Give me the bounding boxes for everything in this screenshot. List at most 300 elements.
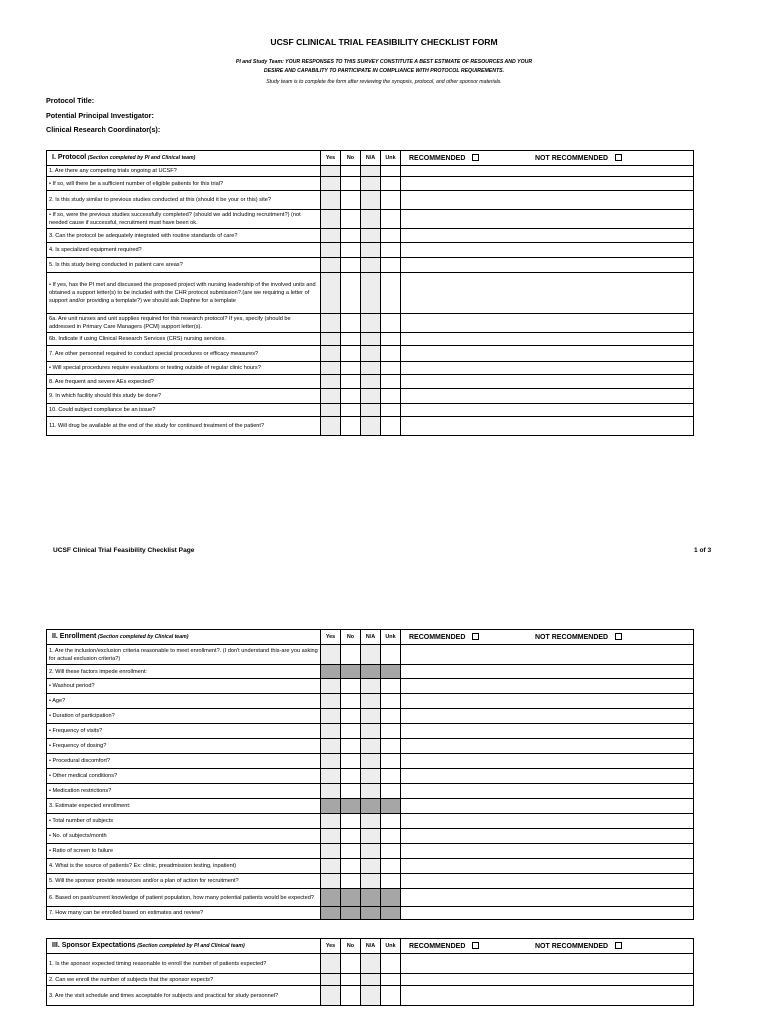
- question-row: [47, 739, 694, 754]
- not-recommended-checkbox[interactable]: [615, 154, 622, 161]
- comment-cell[interactable]: [401, 694, 694, 709]
- answer-yes-cell[interactable]: [321, 799, 341, 814]
- answer-no-cell[interactable]: [341, 709, 361, 724]
- answer-no-cell[interactable]: [341, 874, 361, 889]
- answer-no-cell[interactable]: [341, 829, 361, 844]
- question-row: [47, 417, 694, 436]
- answer-na-cell[interactable]: [361, 645, 381, 665]
- col-unk: Unk: [381, 939, 401, 954]
- answer-yes-cell[interactable]: [321, 177, 341, 191]
- answer-unk-cell[interactable]: [381, 375, 401, 389]
- intro-line-1: PI and Study Team: YOUR RESPONSES TO THIS SURVEY CONSTITUTE A BEST ESTIMATE OF RESOURCES AND YOUR: [235, 59, 533, 65]
- footer-page-number: 1 of 3: [694, 547, 712, 554]
- answer-no-cell[interactable]: [341, 754, 361, 769]
- question-row: [47, 191, 694, 210]
- answer-yes-cell[interactable]: [321, 907, 341, 920]
- comment-cell[interactable]: [401, 177, 694, 191]
- answer-no-cell[interactable]: [341, 243, 361, 258]
- comment-cell[interactable]: [401, 769, 694, 784]
- question-row: [47, 177, 694, 191]
- answer-no-cell[interactable]: [341, 166, 361, 177]
- question-text: 9. In which facility should this study be done?: [47, 389, 321, 404]
- answer-no-cell[interactable]: [341, 769, 361, 784]
- answer-no-cell[interactable]: [341, 859, 361, 874]
- question-row: [47, 859, 694, 874]
- answer-yes-cell[interactable]: [321, 829, 341, 844]
- answer-yes-cell[interactable]: [321, 954, 341, 974]
- recommended-checkbox[interactable]: [472, 154, 479, 161]
- recommended-checkbox[interactable]: [472, 942, 479, 949]
- col-yes: Yes: [321, 939, 341, 954]
- question-row: [47, 258, 694, 273]
- answer-unk-cell[interactable]: [381, 362, 401, 375]
- answer-na-cell[interactable]: [361, 694, 381, 709]
- question-row: [47, 166, 694, 177]
- answer-unk-cell[interactable]: [381, 665, 401, 679]
- question-text: 5. Will the sponsor provide resources and/or a plan of action for recruitment?: [47, 874, 321, 889]
- question-text: 3. Are the visit schedule and times acceptable for subjects and practical for study personnel?: [47, 986, 321, 1006]
- answer-na-cell[interactable]: [361, 375, 381, 389]
- answer-yes-cell[interactable]: [321, 694, 341, 709]
- answer-unk-cell[interactable]: [381, 645, 401, 665]
- comment-cell[interactable]: [401, 874, 694, 889]
- question-row: [47, 346, 694, 362]
- section-sponsor-table: [46, 938, 694, 1006]
- answer-no-cell[interactable]: [341, 258, 361, 273]
- comment-cell[interactable]: [401, 665, 694, 679]
- answer-unk-cell[interactable]: [381, 191, 401, 210]
- section-rows: [47, 645, 694, 920]
- section-rows: [47, 954, 694, 1006]
- not-recommended-checkbox[interactable]: [615, 633, 622, 640]
- question-text: • Procedural discomfort?: [47, 754, 321, 769]
- question-text: 3. Can the protocol be adequately integrated with routine standards of care?: [47, 229, 321, 243]
- section-header: [47, 630, 694, 645]
- answer-yes-cell[interactable]: [321, 375, 341, 389]
- answer-no-cell[interactable]: [341, 333, 361, 346]
- answer-no-cell[interactable]: [341, 954, 361, 974]
- question-row: [47, 314, 694, 333]
- section-title: III. Sponsor Expectations: [52, 942, 136, 949]
- section-enrollment-table: [46, 629, 694, 920]
- answer-na-cell[interactable]: [361, 333, 381, 346]
- answer-yes-cell[interactable]: [321, 769, 341, 784]
- answer-yes-cell[interactable]: [321, 191, 341, 210]
- answer-na-cell[interactable]: [361, 417, 381, 436]
- question-text: 4. What is the source of patients? Ex: clinic, preadmission testing, inpatient): [47, 859, 321, 874]
- question-row: [47, 362, 694, 375]
- answer-no-cell[interactable]: [341, 645, 361, 665]
- section-protocol-table: [46, 150, 694, 436]
- answer-na-cell[interactable]: [361, 859, 381, 874]
- comment-cell[interactable]: [401, 859, 694, 874]
- answer-na-cell[interactable]: [361, 177, 381, 191]
- comment-cell[interactable]: [401, 814, 694, 829]
- question-text: • Age?: [47, 694, 321, 709]
- comment-cell[interactable]: [401, 889, 694, 907]
- comment-cell[interactable]: [401, 907, 694, 920]
- comment-cell[interactable]: [401, 191, 694, 210]
- question-row: [47, 679, 694, 694]
- answer-unk-cell[interactable]: [381, 859, 401, 874]
- answer-yes-cell[interactable]: [321, 889, 341, 907]
- comment-cell[interactable]: [401, 724, 694, 739]
- question-text: 1. Is the sponsor expected timing reasonable to enroll the number of patients expected?: [47, 954, 321, 974]
- question-text: 2. Can we enroll the number of subjects that the sponsor expects?: [47, 974, 321, 986]
- answer-yes-cell[interactable]: [321, 724, 341, 739]
- answer-yes-cell[interactable]: [321, 362, 341, 375]
- question-text: • If yes, has the PI met and discussed the proposed project with nursing leadership of the involved units and obtained a support letter(s) to be included with the CHR protocol submission?.(are we requiring a letter of support and/or providing a template?) we should ask Daphne for a template: [47, 273, 321, 314]
- answer-na-cell[interactable]: [361, 724, 381, 739]
- answer-no-cell[interactable]: [341, 273, 361, 314]
- answer-yes-cell[interactable]: [321, 679, 341, 694]
- page-title: UCSF CLINICAL TRIAL FEASIBILITY CHECKLIST FORM: [270, 37, 498, 47]
- answer-no-cell[interactable]: [341, 346, 361, 362]
- section-title-cell: [47, 939, 321, 954]
- answer-yes-cell[interactable]: [321, 974, 341, 986]
- question-row: [47, 907, 694, 920]
- question-text: • Ratio of screen to failure: [47, 844, 321, 859]
- answer-unk-cell[interactable]: [381, 258, 401, 273]
- question-row: [47, 986, 694, 1006]
- answer-na-cell[interactable]: [361, 829, 381, 844]
- question-text: • If so, were the previous studies successfully completed? (should we add including recruitment?) (not needed cause if successful, recruitment must have been ok.: [47, 210, 321, 229]
- answer-unk-cell[interactable]: [381, 829, 401, 844]
- intro-instructions: [0, 56, 768, 75]
- not-recommended-label: NOT RECOMMENDED: [535, 943, 609, 950]
- answer-na-cell[interactable]: [361, 799, 381, 814]
- recommendation-cell: [401, 939, 694, 954]
- question-row: [47, 954, 694, 974]
- comment-cell[interactable]: [401, 314, 694, 333]
- comment-cell[interactable]: [401, 417, 694, 436]
- question-text: • Total number of subjects: [47, 814, 321, 829]
- question-text: • Will special procedures require evaluations or testing outside of regular clinic hours?: [47, 362, 321, 375]
- question-text: 6. Based on past/current knowledge of patient population, how many potential patients would be expected?: [47, 889, 321, 907]
- question-row: [47, 645, 694, 665]
- protocol-title-label: Protocol Title:: [46, 96, 95, 105]
- answer-na-cell[interactable]: [361, 229, 381, 243]
- answer-yes-cell[interactable]: [321, 258, 341, 273]
- answer-yes-cell[interactable]: [321, 229, 341, 243]
- answer-unk-cell[interactable]: [381, 724, 401, 739]
- answer-unk-cell[interactable]: [381, 986, 401, 1006]
- question-text: • Other medical conditions?: [47, 769, 321, 784]
- answer-yes-cell[interactable]: [321, 210, 341, 229]
- section-header: [47, 939, 694, 954]
- answer-na-cell[interactable]: [361, 709, 381, 724]
- answer-yes-cell[interactable]: [321, 709, 341, 724]
- comment-cell[interactable]: [401, 346, 694, 362]
- answer-unk-cell[interactable]: [381, 210, 401, 229]
- question-text: • If so, will there be a sufficient number of eligible patients for this trial?: [47, 177, 321, 191]
- answer-yes-cell[interactable]: [321, 166, 341, 177]
- question-row: [47, 229, 694, 243]
- col-na: N/A: [361, 630, 381, 645]
- col-unk: Unk: [381, 151, 401, 166]
- answer-yes-cell[interactable]: [321, 389, 341, 404]
- question-row: [47, 784, 694, 799]
- answer-unk-cell[interactable]: [381, 844, 401, 859]
- comment-cell[interactable]: [401, 739, 694, 754]
- question-text: 2. Will these factors impede enrollment:: [47, 665, 321, 679]
- section-note: (Section completed by PI and Clinical team): [137, 943, 245, 949]
- question-text: 4. Is specialized equipment required?: [47, 243, 321, 258]
- question-row: [47, 889, 694, 907]
- answer-no-cell[interactable]: [341, 229, 361, 243]
- question-text: 1. Are there any competing trials ongoing at UCSF?: [47, 166, 321, 177]
- recommended-checkbox[interactable]: [472, 633, 479, 640]
- question-row: [47, 389, 694, 404]
- answer-yes-cell[interactable]: [321, 986, 341, 1006]
- comment-cell[interactable]: [401, 210, 694, 229]
- not-recommended-checkbox[interactable]: [615, 942, 622, 949]
- question-text: 7. How many can be enrolled based on estimates and review?: [47, 907, 321, 920]
- not-recommended-label: NOT RECOMMENDED: [535, 155, 609, 162]
- answer-unk-cell[interactable]: [381, 799, 401, 814]
- question-text: 11. Will drug be available at the end of the study for continued treatment of the patient?: [47, 417, 321, 436]
- answer-na-cell[interactable]: [361, 346, 381, 362]
- answer-na-cell[interactable]: [361, 784, 381, 799]
- answer-yes-cell[interactable]: [321, 273, 341, 314]
- answer-na-cell[interactable]: [361, 844, 381, 859]
- comment-cell[interactable]: [401, 799, 694, 814]
- answer-unk-cell[interactable]: [381, 889, 401, 907]
- answer-yes-cell[interactable]: [321, 346, 341, 362]
- comment-cell[interactable]: [401, 273, 694, 314]
- question-row: [47, 754, 694, 769]
- answer-no-cell[interactable]: [341, 974, 361, 986]
- answer-no-cell[interactable]: [341, 314, 361, 333]
- answer-na-cell[interactable]: [361, 874, 381, 889]
- answer-yes-cell[interactable]: [321, 314, 341, 333]
- answer-no-cell[interactable]: [341, 889, 361, 907]
- recommended-label: RECOMMENDED: [409, 634, 466, 641]
- answer-unk-cell[interactable]: [381, 346, 401, 362]
- answer-no-cell[interactable]: [341, 739, 361, 754]
- col-yes: Yes: [321, 151, 341, 166]
- question-text: • Frequency of dosing?: [47, 739, 321, 754]
- answer-no-cell[interactable]: [341, 694, 361, 709]
- answer-unk-cell[interactable]: [381, 404, 401, 417]
- answer-no-cell[interactable]: [341, 679, 361, 694]
- comment-cell[interactable]: [401, 258, 694, 273]
- comment-cell[interactable]: [401, 333, 694, 346]
- answer-no-cell[interactable]: [341, 844, 361, 859]
- answer-na-cell[interactable]: [361, 769, 381, 784]
- answer-unk-cell[interactable]: [381, 754, 401, 769]
- comment-cell[interactable]: [401, 243, 694, 258]
- answer-no-cell[interactable]: [341, 814, 361, 829]
- section-rows: [47, 166, 694, 436]
- question-row: [47, 333, 694, 346]
- answer-unk-cell[interactable]: [381, 389, 401, 404]
- comment-cell[interactable]: [401, 645, 694, 665]
- answer-na-cell[interactable]: [361, 814, 381, 829]
- comment-cell[interactable]: [401, 679, 694, 694]
- col-no: No: [341, 939, 361, 954]
- answer-no-cell[interactable]: [341, 799, 361, 814]
- answer-unk-cell[interactable]: [381, 243, 401, 258]
- question-row: [47, 210, 694, 229]
- footer-page-label: UCSF Clinical Trial Feasibility Checklist Page: [53, 547, 195, 554]
- answer-na-cell[interactable]: [361, 739, 381, 754]
- answer-unk-cell[interactable]: [381, 739, 401, 754]
- answer-na-cell[interactable]: [361, 907, 381, 920]
- col-no: No: [341, 151, 361, 166]
- answer-yes-cell[interactable]: [321, 645, 341, 665]
- answer-yes-cell[interactable]: [321, 404, 341, 417]
- question-text: 1. Are the inclusion/exclusion criteria reasonable to meet enrollment?. (I don't understand this-are you asking for actual exclusion criteria?): [47, 645, 321, 665]
- recommendation-cell: [401, 630, 694, 645]
- comment-cell[interactable]: [401, 229, 694, 243]
- answer-na-cell[interactable]: [361, 954, 381, 974]
- answer-unk-cell[interactable]: [381, 679, 401, 694]
- question-row: [47, 829, 694, 844]
- comment-cell[interactable]: [401, 389, 694, 404]
- answer-no-cell[interactable]: [341, 375, 361, 389]
- answer-no-cell[interactable]: [341, 191, 361, 210]
- answer-yes-cell[interactable]: [321, 844, 341, 859]
- comment-cell[interactable]: [401, 375, 694, 389]
- answer-yes-cell[interactable]: [321, 417, 341, 436]
- question-row: [47, 665, 694, 679]
- comment-cell[interactable]: [401, 784, 694, 799]
- question-text: 6a. Are unit nurses and unit supplies required for this research protocol? If yes, specify (should be addressed in Primary Care Managers (PCM) support letter(s).: [47, 314, 321, 333]
- answer-na-cell[interactable]: [361, 389, 381, 404]
- question-row: [47, 974, 694, 986]
- answer-na-cell[interactable]: [361, 889, 381, 907]
- answer-no-cell[interactable]: [341, 417, 361, 436]
- answer-no-cell[interactable]: [341, 362, 361, 375]
- answer-na-cell[interactable]: [361, 974, 381, 986]
- answer-na-cell[interactable]: [361, 679, 381, 694]
- col-unk: Unk: [381, 630, 401, 645]
- question-row: [47, 769, 694, 784]
- answer-unk-cell[interactable]: [381, 954, 401, 974]
- comment-cell[interactable]: [401, 844, 694, 859]
- comment-cell[interactable]: [401, 974, 694, 986]
- answer-na-cell[interactable]: [361, 243, 381, 258]
- answer-yes-cell[interactable]: [321, 784, 341, 799]
- question-row: [47, 709, 694, 724]
- question-text: 6b. Indicate if using Clinical Research Services (CRS) nursing services.: [47, 333, 321, 346]
- section-title: I. Protocol: [52, 154, 87, 161]
- question-text: • Duration of participation?: [47, 709, 321, 724]
- recommended-label: RECOMMENDED: [409, 155, 466, 162]
- answer-na-cell[interactable]: [361, 986, 381, 1006]
- answer-na-cell[interactable]: [361, 314, 381, 333]
- comment-cell[interactable]: [401, 754, 694, 769]
- answer-unk-cell[interactable]: [381, 874, 401, 889]
- answer-no-cell[interactable]: [341, 210, 361, 229]
- answer-unk-cell[interactable]: [381, 229, 401, 243]
- answer-no-cell[interactable]: [341, 784, 361, 799]
- answer-no-cell[interactable]: [341, 389, 361, 404]
- question-text: 8. Are frequent and severe AEs expected?: [47, 375, 321, 389]
- comment-cell[interactable]: [401, 709, 694, 724]
- answer-no-cell[interactable]: [341, 177, 361, 191]
- crc-label: Clinical Research Coordinator(s):: [46, 125, 161, 134]
- question-row: [47, 243, 694, 258]
- answer-na-cell[interactable]: [361, 166, 381, 177]
- answer-unk-cell[interactable]: [381, 694, 401, 709]
- answer-unk-cell[interactable]: [381, 273, 401, 314]
- answer-yes-cell[interactable]: [321, 739, 341, 754]
- recommended-label: RECOMMENDED: [409, 943, 466, 950]
- answer-yes-cell[interactable]: [321, 859, 341, 874]
- comment-cell[interactable]: [401, 829, 694, 844]
- answer-yes-cell[interactable]: [321, 814, 341, 829]
- section-note: (Section completed by PI and Clinical team): [87, 155, 196, 161]
- answer-yes-cell[interactable]: [321, 754, 341, 769]
- answer-na-cell[interactable]: [361, 404, 381, 417]
- section-header: [47, 151, 694, 166]
- answer-unk-cell[interactable]: [381, 769, 401, 784]
- col-na: N/A: [361, 939, 381, 954]
- section-note: (Section completed by Clinical team): [97, 634, 189, 640]
- answer-yes-cell[interactable]: [321, 665, 341, 679]
- question-row: [47, 273, 694, 314]
- question-text: 2. Is this study similar to previous studies conducted at this (should it be your or this) site?: [47, 191, 321, 210]
- answer-na-cell[interactable]: [361, 191, 381, 210]
- answer-no-cell[interactable]: [341, 986, 361, 1006]
- answer-unk-cell[interactable]: [381, 417, 401, 436]
- question-text: 5. Is this study being conducted in patient care areas?: [47, 258, 321, 273]
- comment-cell[interactable]: [401, 362, 694, 375]
- col-yes: Yes: [321, 630, 341, 645]
- answer-unk-cell[interactable]: [381, 314, 401, 333]
- question-row: [47, 724, 694, 739]
- answer-yes-cell[interactable]: [321, 243, 341, 258]
- answer-no-cell[interactable]: [341, 907, 361, 920]
- answer-na-cell[interactable]: [361, 754, 381, 769]
- answer-unk-cell[interactable]: [381, 177, 401, 191]
- pi-label: Potential Principal Investigator:: [46, 111, 154, 120]
- answer-unk-cell[interactable]: [381, 974, 401, 986]
- section-title: II. Enrollment: [52, 633, 97, 640]
- answer-unk-cell[interactable]: [381, 709, 401, 724]
- answer-na-cell[interactable]: [361, 273, 381, 314]
- question-row: [47, 799, 694, 814]
- answer-unk-cell[interactable]: [381, 814, 401, 829]
- question-text: 7. Are other personnel required to conduct special procedures or efficacy measures?: [47, 346, 321, 362]
- answer-no-cell[interactable]: [341, 404, 361, 417]
- question-row: [47, 404, 694, 417]
- answer-unk-cell[interactable]: [381, 166, 401, 177]
- answer-na-cell[interactable]: [361, 665, 381, 679]
- question-text: • Washout period?: [47, 679, 321, 694]
- answer-no-cell[interactable]: [341, 724, 361, 739]
- section-title-cell: [47, 151, 321, 166]
- comment-cell[interactable]: [401, 986, 694, 1006]
- answer-no-cell[interactable]: [341, 665, 361, 679]
- answer-unk-cell[interactable]: [381, 907, 401, 920]
- comment-cell[interactable]: [401, 954, 694, 974]
- question-row: [47, 844, 694, 859]
- answer-yes-cell[interactable]: [321, 333, 341, 346]
- answer-na-cell[interactable]: [361, 362, 381, 375]
- answer-yes-cell[interactable]: [321, 874, 341, 889]
- question-row: [47, 375, 694, 389]
- answer-unk-cell[interactable]: [381, 784, 401, 799]
- answer-na-cell[interactable]: [361, 258, 381, 273]
- comment-cell[interactable]: [401, 166, 694, 177]
- question-text: • Frequency of visits?: [47, 724, 321, 739]
- answer-unk-cell[interactable]: [381, 333, 401, 346]
- comment-cell[interactable]: [401, 404, 694, 417]
- answer-na-cell[interactable]: [361, 210, 381, 229]
